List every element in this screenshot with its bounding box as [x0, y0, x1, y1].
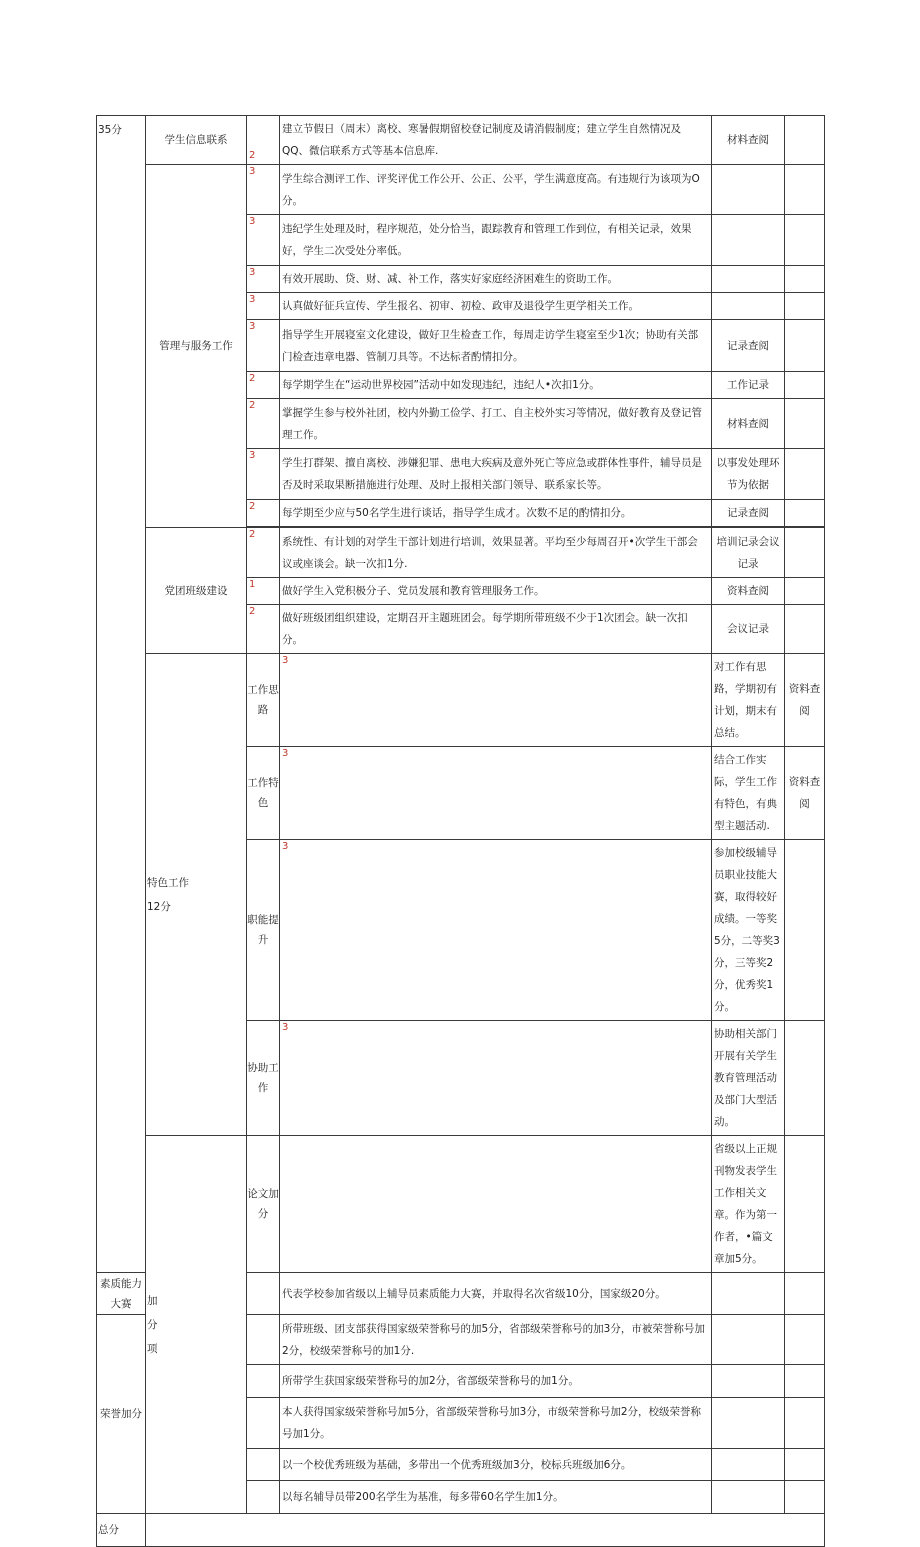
score-cell: 3 — [247, 266, 280, 293]
score-cell: 3 — [247, 215, 280, 266]
section-cell — [146, 654, 247, 1136]
item-cell — [247, 747, 280, 840]
score-cell: 2 — [247, 116, 280, 165]
section-score: 35分 — [98, 124, 122, 136]
blank-cell — [785, 293, 825, 320]
method-cell — [712, 215, 785, 266]
blank-cell — [785, 605, 825, 654]
method-cell — [712, 1481, 785, 1514]
score-cell: 1 — [247, 578, 280, 605]
content-cell: 以一个校优秀班级为基础，多带出一个优秀班级加3分，校标兵班级加6分。 — [280, 1449, 712, 1481]
content-cell: 做好班级团组织建设，定期召开主题班团会。每学期所带班级不少于1次团会。缺一次扣分。 — [280, 605, 712, 654]
method-cell: 工作记录 — [712, 372, 785, 399]
item-label: 学生信息联系 — [164, 134, 228, 146]
content-cell: 认真做好征兵宣传、学生报名、初审、初检、政审及退役学生更学相关工作。 — [280, 293, 712, 320]
content-cell: 代表学校参加省级以上辅导员素质能力大赛，并取得名次省级10分，国家级20分。 — [280, 1273, 712, 1315]
method-cell: 会议记录 — [712, 605, 785, 654]
table-row — [97, 1136, 825, 1273]
blank-cell — [785, 1365, 825, 1398]
content-cell: 系统性、有计划的对学生干部计划进行培训，效果显著。平均至少每周召开•次学生干部会议或座谈会。缺一次扣1分. — [280, 528, 712, 578]
method-cell: 培训记录会议记录 — [712, 528, 785, 578]
method-cell: 记录查阅 — [712, 500, 785, 527]
method-cell — [712, 1365, 785, 1398]
score-cell: 2 — [247, 372, 280, 399]
content-cell: 协助相关部门开展有关学生教育管理活动及部门大型活动。 — [712, 1021, 785, 1136]
method-cell — [712, 1273, 785, 1315]
method-cell — [785, 1021, 825, 1136]
item-cell — [146, 528, 247, 654]
item-label: 党团班级建设 — [164, 584, 228, 597]
item-label: 素质能力大赛 — [100, 1277, 142, 1310]
score-cell: 3 — [280, 1021, 712, 1136]
total-value-cell[interactable] — [146, 1514, 825, 1547]
section-char: 项 — [147, 1342, 158, 1355]
item-label: 协助工作 — [247, 1062, 279, 1094]
score-cell: 3 — [247, 449, 280, 500]
content-cell: 违纪学生处理及时，程序规范，处分恰当，跟踪教育和管理工作到位，有相关记录，效果好，学生二次受处分率低。 — [280, 215, 712, 266]
blank-cell — [785, 266, 825, 293]
content-cell: 所带班级、团支部获得国家级荣誉称号的加5分，省部级荣誉称号的加3分，市被荣誉称号加2分，校级荣誉称号的加1分. — [280, 1315, 712, 1365]
item-label: 职能提升 — [247, 914, 279, 946]
score-cell: 3 — [247, 320, 280, 372]
table-row — [97, 165, 825, 215]
method-cell: 材料查阅 — [712, 116, 785, 165]
blank-cell — [785, 1449, 825, 1481]
table-row — [97, 528, 825, 578]
score-cell: 2 — [247, 399, 280, 449]
score-cell — [247, 1398, 280, 1449]
item-cell — [247, 1021, 280, 1136]
section-char: 分 — [147, 1318, 158, 1331]
score-cell: 3 — [247, 293, 280, 320]
method-cell — [712, 1398, 785, 1449]
content-cell: 学生综合测评工作、评奖评优工作公开、公正、公平，学生满意度高。有违规行为该项为O分。 — [280, 165, 712, 215]
score-cell: 2 — [247, 528, 280, 578]
score-cell — [247, 1449, 280, 1481]
score-cell — [247, 1273, 280, 1315]
content-cell: 掌握学生参与校外社团，校内外勤工俭学、打工、自主校外实习等情况，做好教育及登记管理工作。 — [280, 399, 712, 449]
blank-cell — [785, 449, 825, 500]
content-cell: 学生打群架、擅自离校、涉嫌犯罪、患电大疾病及意外死亡等应急或群体性事件，辅导员是否及时采取果断措施进行处理、及时上报相关部门领导、联系家长等。 — [280, 449, 712, 500]
score-cell — [247, 1315, 280, 1365]
blank-cell — [785, 372, 825, 399]
content-cell: 结合工作实际，学生工作有特色，有典型主题活动. — [712, 747, 785, 840]
item-label: 论文加分 — [247, 1188, 279, 1220]
item-cell — [97, 1273, 146, 1315]
blank-cell — [785, 578, 825, 605]
section-cell — [146, 1136, 247, 1514]
blank-cell — [785, 116, 825, 165]
blank-cell — [785, 320, 825, 372]
method-cell — [712, 165, 785, 215]
score-cell: 2 — [247, 605, 280, 654]
score-cell: 3 — [280, 747, 712, 840]
method-cell: 以事发处理环节为依据 — [712, 449, 785, 500]
content-cell: 每学期学生在“运动世界校园”活动中如发现违纪，违纪人•次扣1分。 — [280, 372, 712, 399]
table-row — [97, 116, 825, 165]
item-cell — [247, 1136, 280, 1273]
item-cell — [146, 165, 247, 528]
method-cell — [712, 1449, 785, 1481]
score-cell — [280, 1136, 712, 1273]
score-cell: 3 — [280, 654, 712, 747]
blank-cell — [785, 1315, 825, 1365]
score-cell — [247, 1365, 280, 1398]
table-row — [97, 654, 825, 747]
content-cell: 省级以上正规刊物发表学生工作相关文章。作为第一作者，•篇文章加5分。 — [712, 1136, 785, 1273]
method-cell: 材料查阅 — [712, 399, 785, 449]
score-cell: 3 — [247, 165, 280, 215]
item-cell — [247, 654, 280, 747]
blank-cell — [785, 500, 825, 527]
content-cell: 每学期至少应与50名学生进行谈话，指导学生成才。次数不足的酌情扣分。 — [280, 500, 712, 527]
method-cell: 记录查阅 — [712, 320, 785, 372]
content-cell: 建立节假日（周末）离校、寒暑假期留校登记制度及请消假制度；建立学生自然情况及QQ、微信联系方式等基本信息库. — [280, 116, 712, 165]
content-cell: 所带学生获国家级荣誉称号的加2分，省部级荣誉称号的加1分。 — [280, 1365, 712, 1398]
content-cell: 以每名辅导员带200名学生为基准，每多带60名学生加1分。 — [280, 1481, 712, 1514]
content-cell: 有效开展助、贷、财、减、补工作，落实好家庭经济困难生的资助工作。 — [280, 266, 712, 293]
item-label: 工作思路 — [247, 684, 279, 716]
blank-cell — [785, 528, 825, 578]
item-cell — [97, 1315, 146, 1514]
method-cell — [785, 840, 825, 1021]
blank-cell — [785, 165, 825, 215]
section-label: 特色工作 — [147, 876, 189, 889]
method-cell — [712, 266, 785, 293]
item-label: 工作特色 — [247, 777, 279, 809]
blank-cell — [785, 399, 825, 449]
evaluation-table — [96, 115, 825, 1547]
method-cell: 资料查阅 — [785, 654, 825, 747]
content-cell: 参加校级辅导员职业技能大赛，取得较好成绩。一等奖5分，二等奖3分，三等奖2分，优秀奖1分。 — [712, 840, 785, 1021]
method-cell — [712, 293, 785, 320]
content-cell: 指导学生开展寝室文化建设，做好卫生检查工作，每周走访学生寝室至少1次；协助有关部门检查违章电器、管制刀具等。不达标者酌情扣分。 — [280, 320, 712, 372]
method-cell: 资料查阅 — [712, 578, 785, 605]
item-cell — [247, 840, 280, 1021]
item-cell — [146, 116, 247, 165]
item-label: 管理与服务工作 — [159, 340, 233, 352]
section-char: 加 — [147, 1294, 158, 1307]
table-row — [97, 1514, 825, 1547]
blank-cell — [785, 1398, 825, 1449]
blank-cell — [785, 1481, 825, 1514]
score-cell: 3 — [280, 840, 712, 1021]
total-label-cell — [97, 1514, 146, 1547]
content-cell: 对工作有思路，学期初有计划，期末有总结。 — [712, 654, 785, 747]
item-label: 荣誉加分 — [100, 1408, 142, 1420]
method-cell: 资料查阅 — [785, 747, 825, 840]
blank-cell — [785, 1273, 825, 1315]
score-cell — [247, 1481, 280, 1514]
section-cell — [97, 116, 146, 1273]
blank-cell — [785, 215, 825, 266]
method-cell — [712, 1315, 785, 1365]
section-score: 12分 — [147, 900, 171, 913]
content-cell: 本人获得国家级荣誉称号加5分，省部级荣誉称号加3分，市级荣誉称号加2分，校级荣誉称号加1分。 — [280, 1398, 712, 1449]
method-cell — [785, 1136, 825, 1273]
total-label: 总分 — [98, 1524, 119, 1536]
score-cell: 2 — [247, 500, 280, 527]
content-cell: 做好学生入党积极分子、党员发展和教育管理服务工作。 — [280, 578, 712, 605]
